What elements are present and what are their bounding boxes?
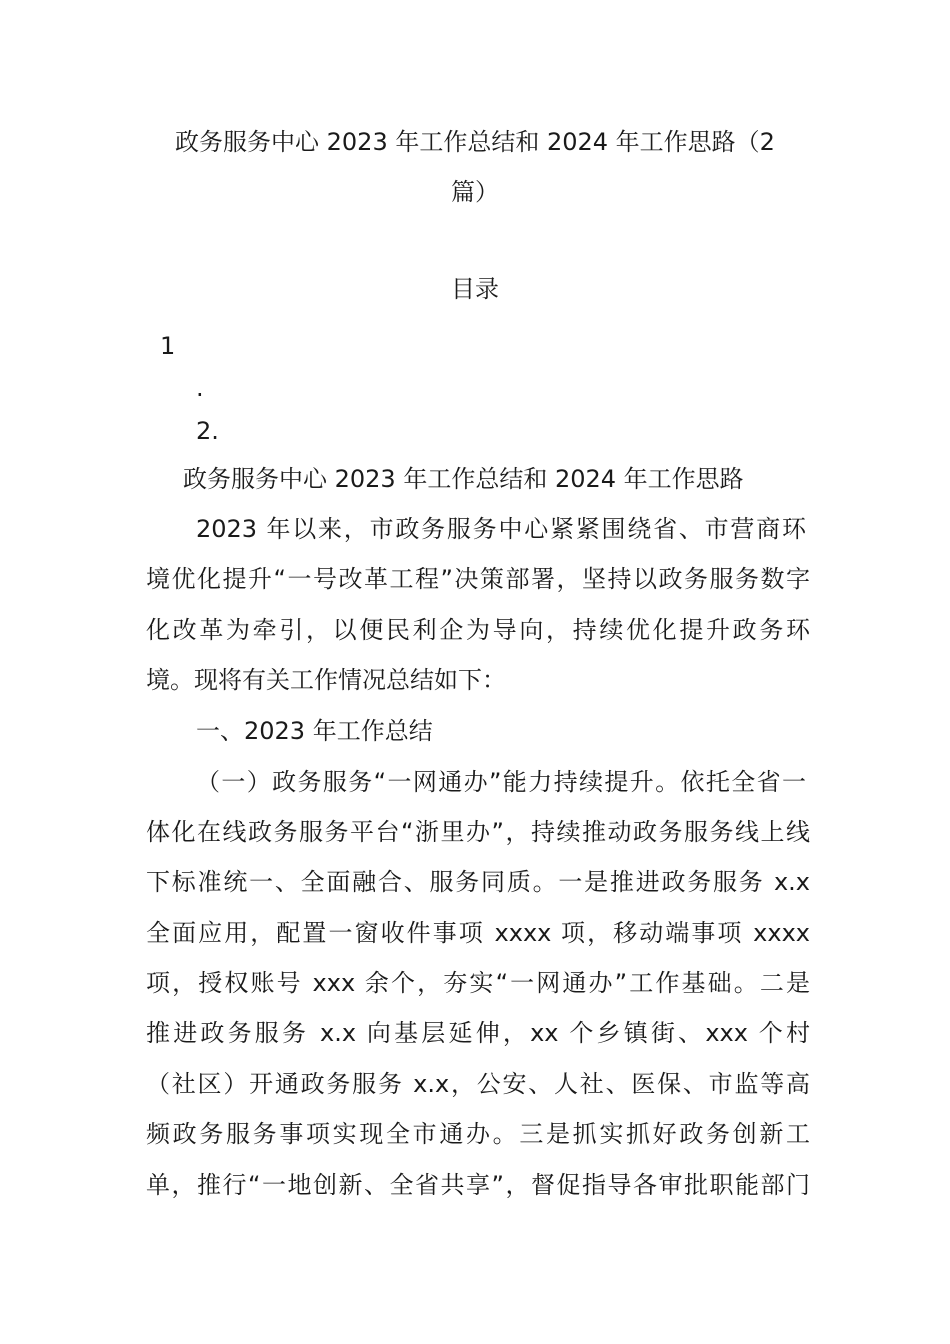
document-title-line-2: 篇） [451,178,499,206]
intro-paragraph-line: 境优化提升“一号改革工程”决策部署，坚持以政务服务数字 [146,565,810,593]
section-body-line: 全面应用，配置一窗收件事项 xxxx 项，移动端事项 xxxx [146,919,810,947]
toc-heading: 目录 [451,275,499,303]
section-body-line: 项，授权账号 xxx 余个，夯实“一网通办”工作基础。二是 [146,969,810,997]
toc-item-2-number: 2. [196,417,219,445]
section-body-line: 频政务服务事项实现全市通办。三是抓实抓好政务创新工 [146,1120,810,1148]
section-body-line: 推进政务服务 x.x 向基层延伸，xx 个乡镇街、xxx 个村 [146,1019,810,1047]
document-title-line-1: 政务服务中心 2023 年工作总结和 2024 年工作思路（2 [175,128,775,156]
document-subtitle: 政务服务中心 2023 年工作总结和 2024 年工作思路 [183,465,744,493]
section-body-line: 体化在线政务服务平台“浙里办”，持续推动政务服务线上线 [146,818,810,846]
section-body-line: 单，推行“一地创新、全省共享”，督促指导各审批职能部门 [146,1171,810,1199]
section-body-line: （一）政务服务“一网通办”能力持续提升。依托全省一 [196,768,806,796]
intro-paragraph-line: 化改革为牵引，以便民利企为导向，持续优化提升政务环 [146,616,810,644]
intro-paragraph-line: 境。现将有关工作情况总结如下： [146,666,506,694]
toc-item-1-number: 1 [160,332,176,360]
section-heading: 一、2023 年工作总结 [196,717,433,745]
section-body-line: （社区）开通政务服务 x.x，公安、人社、医保、市监等高 [146,1070,810,1098]
toc-item-1-dot: . [196,374,204,402]
section-body-line: 下标准统一、全面融合、服务同质。一是推进政务服务 x.x [146,868,810,896]
intro-paragraph-line: 2023 年以来，市政务服务中心紧紧围绕省、市营商环 [196,515,806,543]
